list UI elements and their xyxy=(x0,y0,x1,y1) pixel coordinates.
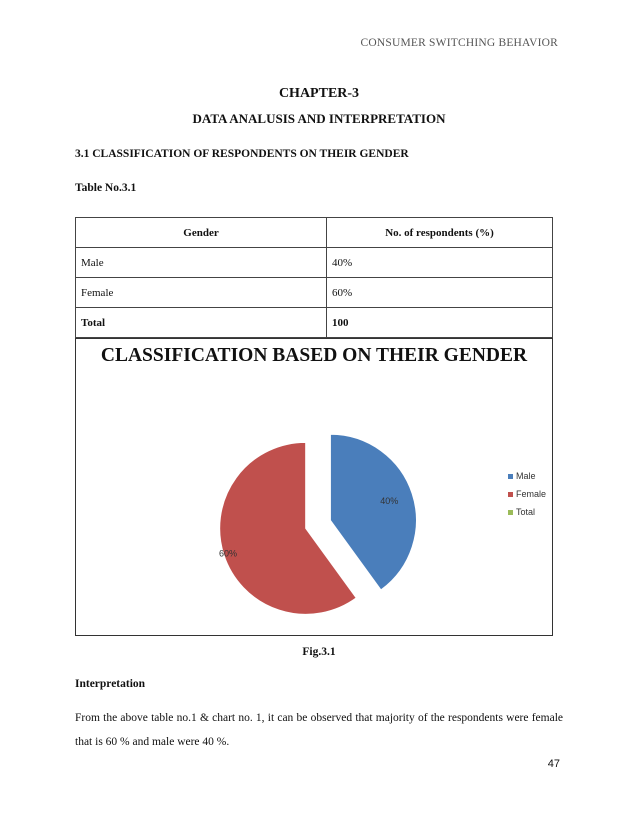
table-row xyxy=(76,278,553,308)
legend-swatch xyxy=(508,474,513,479)
column-header: No. of respondents (%) xyxy=(327,218,553,248)
interpretation-heading: Interpretation xyxy=(75,678,146,690)
interpretation-text: From the above table no.1 & chart no. 1, it can be observed that majority of the respondents were female that is 60 % and male were 40 %. xyxy=(75,712,563,748)
legend-item-male xyxy=(508,467,546,485)
table-row xyxy=(76,248,553,278)
legend-swatch xyxy=(508,510,513,515)
column-header: Gender xyxy=(76,218,327,248)
table-cell: Total xyxy=(76,308,327,338)
chart-legend xyxy=(508,467,546,521)
legend-item-total xyxy=(508,503,546,521)
chapter-subtitle: DATA ANALUSIS AND INTERPRETATION xyxy=(192,111,446,126)
table-cell: Male xyxy=(76,248,327,278)
chapter-title: CHAPTER-3 xyxy=(278,86,360,101)
table-cell: 60% xyxy=(327,278,553,308)
table-label: Table No.3.1 xyxy=(75,182,137,194)
pie-label-male: 40% xyxy=(380,496,399,507)
legend-label: Male xyxy=(516,471,536,481)
running-header: CONSUMER SWITCHING BEHAVIOR xyxy=(360,37,558,49)
pie-slice-male xyxy=(330,434,416,590)
legend-swatch xyxy=(508,492,513,497)
legend-label: Total xyxy=(516,507,536,517)
gender-table xyxy=(75,217,553,338)
table-row-total xyxy=(76,308,553,338)
table-cell: 40% xyxy=(327,248,553,278)
pie-chart-container xyxy=(75,338,553,636)
table-cell: 100 xyxy=(327,308,553,338)
section-heading: 3.1 CLASSIFICATION OF RESPONDENTS ON THEIR GENDER xyxy=(75,148,409,160)
pie-chart xyxy=(76,339,552,635)
pie-label-female: 60% xyxy=(218,548,237,559)
table-header-row xyxy=(76,218,553,248)
figure-caption: Fig.3.1 xyxy=(302,646,336,658)
table-cell: Female xyxy=(76,278,327,308)
legend-label: Female xyxy=(516,489,547,499)
page-number: 47 xyxy=(547,758,560,770)
legend-item-female xyxy=(508,485,546,503)
chart-title: CLASSIFICATION BASED ON THEIR GENDER xyxy=(100,345,528,366)
